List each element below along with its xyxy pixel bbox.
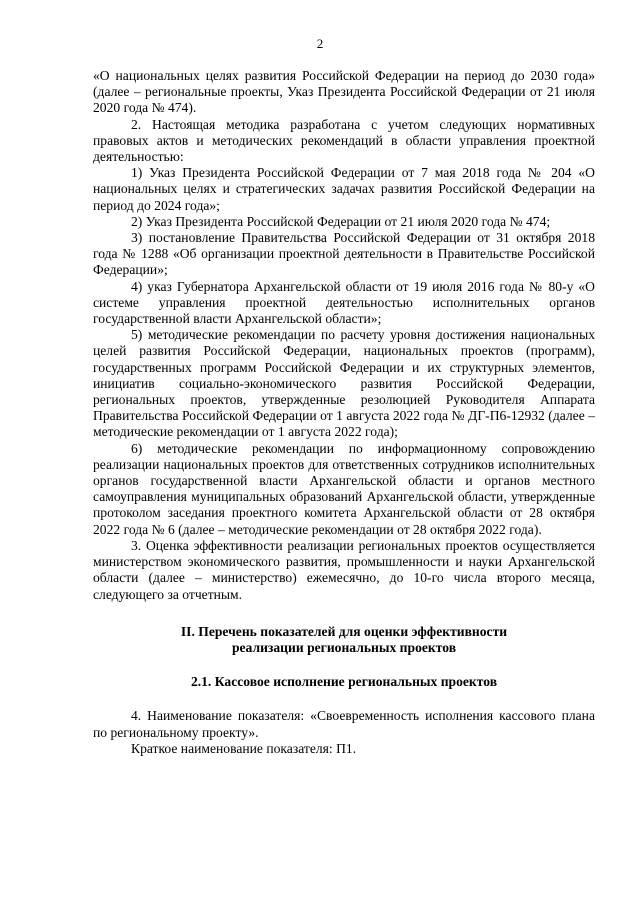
subsection-heading: 2.1. Кассовое исполнение региональных проектов [190, 674, 498, 690]
list-item-4: 4) указ Губернатора Архангельской области от 19 июля 2016 года № 80-у «О системе управления проектной деятельностью исполнительных органов государственной власти Архангельской области»; [93, 278, 595, 327]
paragraph-item-3: 3. Оценка эффективности реализации региональных проектов осуществляется министерством экономического развития, промышленности и науки Архангельской области (далее – министерство) ежемесячно, до 10-го числа второго месяца, следующего за отчетным. [93, 537, 595, 602]
paragraph-item-2: 2. Настоящая методика разработана с учетом следующих нормативных правовых актов и методических рекомендаций в области управления проектной деятельностью: [93, 116, 595, 165]
page-number: 2 [316, 36, 324, 51]
list-item-2: 2) Указ Президента Российской Федерации от 21 июля 2020 года № 474; [131, 213, 551, 229]
list-item-6: 6) методические рекомендации по информационному сопровождению реализации национальных проектов для ответственных сотрудников исполнительных органов государственной власти Архангельской области и органов местного самоуправления муниципальных образований Архангельской области, утвержденные протоколом заседания проектного комитета Архангельской области от 28 октября 2022 года № 6 (далее – методические рекомендации от 28 октября 2022 года). [93, 440, 595, 537]
section-heading-line-2: реализации региональных проектов [231, 639, 457, 655]
paragraph-short-name: Краткое наименование показателя: П1. [131, 740, 357, 756]
document-body [93, 68, 595, 757]
paragraph-item-4: 4. Наименование показателя: «Своевременность исполнения кассового плана по региональному проекту». [93, 708, 595, 740]
section-heading-line-1: II. Перечень показателей для оценки эффективности [180, 623, 508, 639]
list-item-1: 1) Указ Президента Российской Федерации от 7 мая 2018 года № 204 «О национальных целях и стратегических задачах развития Российской Федерации на период до 2024 года»; [93, 165, 595, 213]
list-item-5: 5) методические рекомендации по расчету уровня достижения национальных целей развития Российской Федерации, национальных проектов (программ), государственных программ Российской Федерации и их структурных элементов, инициатив социально-экономического развития Российской Федерации, региональных проектов, утвержденные резолюцией Руководителя Аппарата Правительства Российской Федерации от 1 августа 2022 года № ДГ-П6-12932 (далее – методические рекомендации от 1 августа 2022 года); [93, 327, 595, 440]
list-item-3: 3) постановление Правительства Российской Федерации от 31 октября 2018 года № 1288 «Об организации проектной деятельности в Правительстве Российской Федерации»; [93, 230, 595, 278]
paragraph-intro-continuation: «О национальных целях развития Российской Федерации на период до 2030 года» (далее – региональные проекты, Указ Президента Российской Федерации от 21 июля 2020 года № 474). [93, 68, 595, 116]
